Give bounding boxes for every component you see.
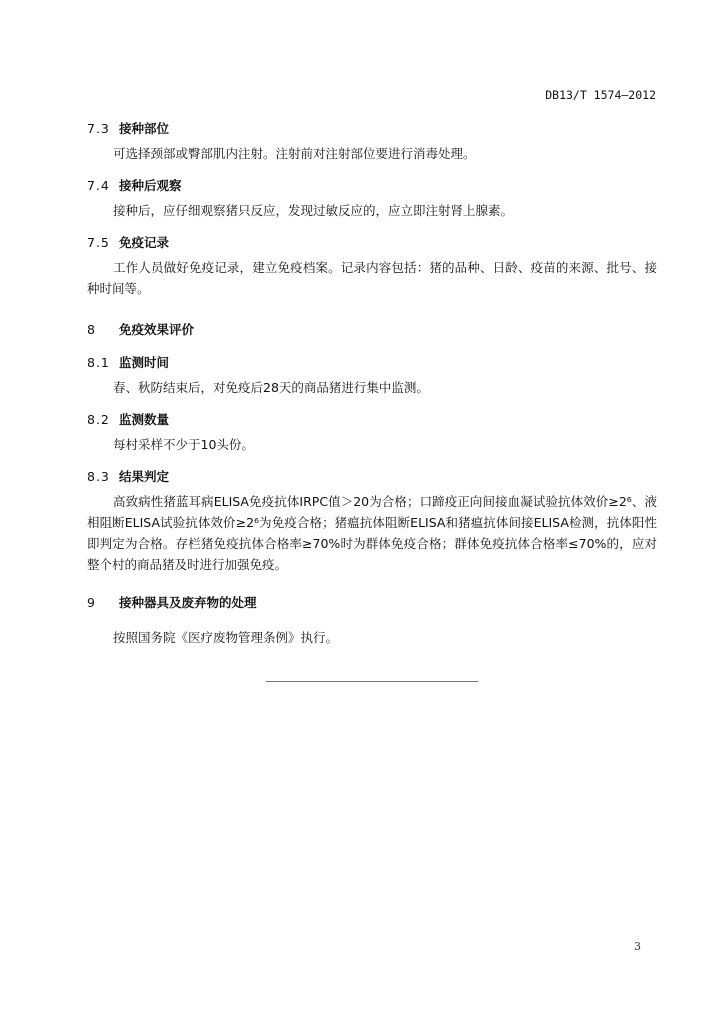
- page-number: 3: [634, 940, 641, 953]
- clause-number: 8.3: [87, 469, 110, 484]
- clause-number: 8: [87, 322, 96, 337]
- clause-title: 接种器具及废弃物的处理: [119, 595, 257, 610]
- standard-code: DB13/T 1574—2012: [545, 88, 656, 102]
- clause-7-3-text: 可选择颈部或臀部肌内注射。注射前对注射部位要进行消毒处理。: [113, 146, 476, 161]
- clause-title: 监测时间: [119, 355, 170, 370]
- clause-7-5-heading: [87, 233, 169, 251]
- clause-7-5-text: 工作人员做好免疫记录，建立免疫档案。记录内容包括：猪的品种、日龄、疫苗的来源、批号、接种时间等。: [87, 260, 657, 296]
- clause-8-3-text: 高致病性猪蓝耳病ELISA免疫抗体IRPC值＞20为合格；口蹄疫正向间接血凝试验抗体效价≥2⁶、液相阻断ELISA试验抗体效价≥2⁶为免疫合格；猪瘟抗体阻断ELISA和猪瘟抗体间接ELISA检测，抗体阳性即判定为合格。存栏猪免疫抗体合格率≥70%时为群体免疫合格；群体免疫抗体合格率≤70%的，应对整个村的商品猪及时进行加强免疫。: [87, 494, 657, 572]
- clause-8-2-text: 每村采样不少于10头份。: [113, 437, 254, 452]
- clause-title: 结果判定: [119, 469, 170, 484]
- end-separator-line: [266, 681, 478, 682]
- clause-9-text: 按照国务院《医疗废物管理条例》执行。: [113, 630, 339, 645]
- clause-8-2-heading: [87, 410, 169, 428]
- clause-number: 8.1: [87, 355, 110, 370]
- clause-8-1-heading: [87, 353, 169, 371]
- clause-9-heading: [87, 593, 257, 611]
- clause-number: 8.2: [87, 412, 110, 427]
- clause-number: 7.3: [87, 121, 110, 136]
- clause-number: 7.5: [87, 235, 110, 250]
- clause-title: 免疫效果评价: [119, 322, 195, 337]
- clause-7-4-heading: [87, 176, 182, 194]
- clause-7-4-text: 接种后，应仔细观察猪只反应，发现过敏反应的，应立即注射肾上腺素。: [113, 203, 514, 218]
- clause-title: 监测数量: [119, 412, 170, 427]
- clause-title: 免疫记录: [119, 235, 170, 250]
- clause-title: 接种部位: [119, 121, 170, 136]
- clause-number: 7.4: [87, 178, 110, 193]
- clause-8-1-text: 春、秋防结束后，对免疫后28天的商品猪进行集中监测。: [113, 380, 429, 395]
- clause-number: 9: [87, 595, 96, 610]
- clause-8-heading: [87, 320, 194, 338]
- clause-title: 接种后观察: [119, 178, 182, 193]
- clause-7-3-heading: [87, 119, 169, 137]
- clause-8-3-heading: [87, 467, 169, 485]
